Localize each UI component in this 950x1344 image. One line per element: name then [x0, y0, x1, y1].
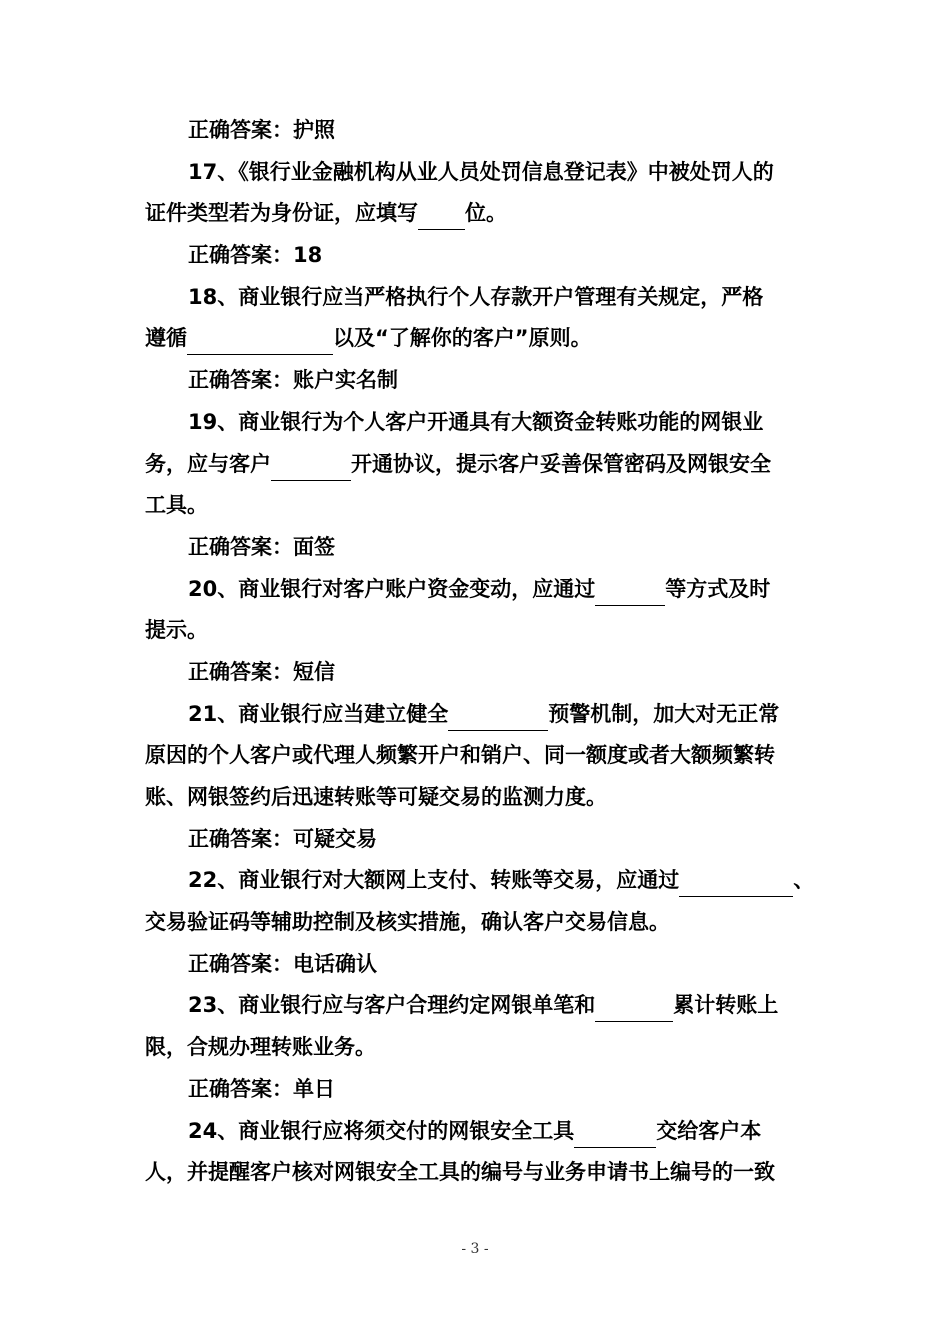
- q20-text-1b: 等方式及时: [665, 576, 771, 601]
- blank-q22: [679, 866, 793, 897]
- blank-q23: [595, 991, 673, 1022]
- page-number: - 3 -: [461, 1241, 489, 1257]
- answer-line: [145, 944, 807, 986]
- answer-16: 正确答案：护照: [188, 118, 335, 142]
- blank-q21: [448, 700, 548, 731]
- q21-text-1a: 21、商业银行应当建立健全: [188, 701, 449, 726]
- question-line: [145, 277, 807, 319]
- q23-text-2: 限，合规办理转账业务。: [145, 1035, 376, 1060]
- answer-19: 正确答案：面签: [188, 534, 335, 559]
- q18-text-2b: 以及“了解你的客户”原则。: [333, 326, 592, 351]
- question-line: [145, 694, 807, 736]
- blank-q17: [418, 199, 465, 230]
- answer-line: [145, 1069, 807, 1111]
- q20-text-2: 提示。: [145, 618, 208, 643]
- blank-q24: [574, 1117, 656, 1148]
- q17-text-2a: 证件类型若为身份证，应填写: [145, 201, 418, 226]
- answer-23: 正确答案：单日: [188, 1076, 335, 1101]
- question-line: [145, 902, 807, 944]
- q24-text-1a: 24、商业银行应将须交付的网银安全工具: [188, 1118, 575, 1143]
- q17-text: 17、《银行业金融机构从业人员处罚信息登记表》中被处罚人的: [188, 159, 774, 184]
- question-line: [145, 735, 807, 777]
- answer-line: [145, 819, 807, 861]
- q21-text-1b: 预警机制，加大对无正常: [548, 701, 780, 726]
- question-line: [145, 402, 807, 444]
- q22-text-2: 交易验证码等辅助控制及核实措施，确认客户交易信息。: [145, 910, 670, 935]
- q21-text-3: 账、网银签约后迅速转账等可疑交易的监测力度。: [145, 785, 607, 809]
- question-line: [145, 777, 807, 819]
- q22-text-1a: 22、商业银行对大额网上支付、转账等交易，应通过: [188, 868, 680, 893]
- q17-text-2b: 位。: [465, 201, 507, 226]
- answer-line: [145, 527, 807, 569]
- question-line: [145, 610, 807, 652]
- question-line: [145, 444, 807, 486]
- q19-text: 19、商业银行为个人客户开通具有大额资金转账功能的网银业: [188, 409, 764, 434]
- question-line: [145, 485, 807, 527]
- answer-line: [145, 235, 807, 277]
- q18-text-2a: 遵循: [145, 326, 187, 351]
- answer-line: [145, 652, 807, 694]
- q21-text-2: 原因的个人客户或代理人频繁开户和销户、同一额度或者大额频繁转: [145, 743, 775, 768]
- answer-17: 正确答案：18: [188, 243, 323, 268]
- q23-text-1b: 累计转账上: [673, 993, 779, 1018]
- question-line: [145, 193, 807, 235]
- q24-text-1b: 交给客户本: [656, 1118, 762, 1143]
- q19-text-2a: 务，应与客户: [145, 451, 271, 476]
- blank-q19: [271, 450, 351, 481]
- answer-22: 正确答案：电话确认: [188, 951, 377, 976]
- question-line: [145, 1152, 807, 1194]
- q20-text-1a: 20、商业银行对客户账户资金变动，应通过: [188, 576, 596, 601]
- answer-line: [145, 110, 807, 152]
- answer-18: 正确答案：账户实名制: [188, 368, 398, 393]
- answer-line: [145, 360, 807, 402]
- question-line: [145, 860, 815, 902]
- q18-text: 18、商业银行应当严格执行个人存款开户管理有关规定，严格: [188, 284, 764, 309]
- q23-text-1a: 23、商业银行应与客户合理约定网银单笔和: [188, 993, 596, 1018]
- answer-20: 正确答案：短信: [188, 659, 335, 684]
- blank-q18: [187, 324, 333, 355]
- q19-text-3: 工具。: [145, 493, 208, 518]
- document-body: [145, 110, 815, 1194]
- blank-q20: [595, 575, 665, 606]
- question-line: [145, 1111, 807, 1153]
- question-line: [145, 985, 807, 1027]
- q19-text-2b: 开通协议，提示客户妥善保管密码及网银安全: [351, 451, 771, 476]
- q22-text-1b: 、: [793, 868, 815, 893]
- question-line: [145, 1027, 807, 1069]
- answer-21: 正确答案：可疑交易: [188, 826, 377, 851]
- question-line: [145, 318, 807, 360]
- question-line: [145, 569, 807, 611]
- question-line: [145, 152, 807, 194]
- q24-text-2: 人，并提醒客户核对网银安全工具的编号与业务申请书上编号的一致: [145, 1160, 775, 1185]
